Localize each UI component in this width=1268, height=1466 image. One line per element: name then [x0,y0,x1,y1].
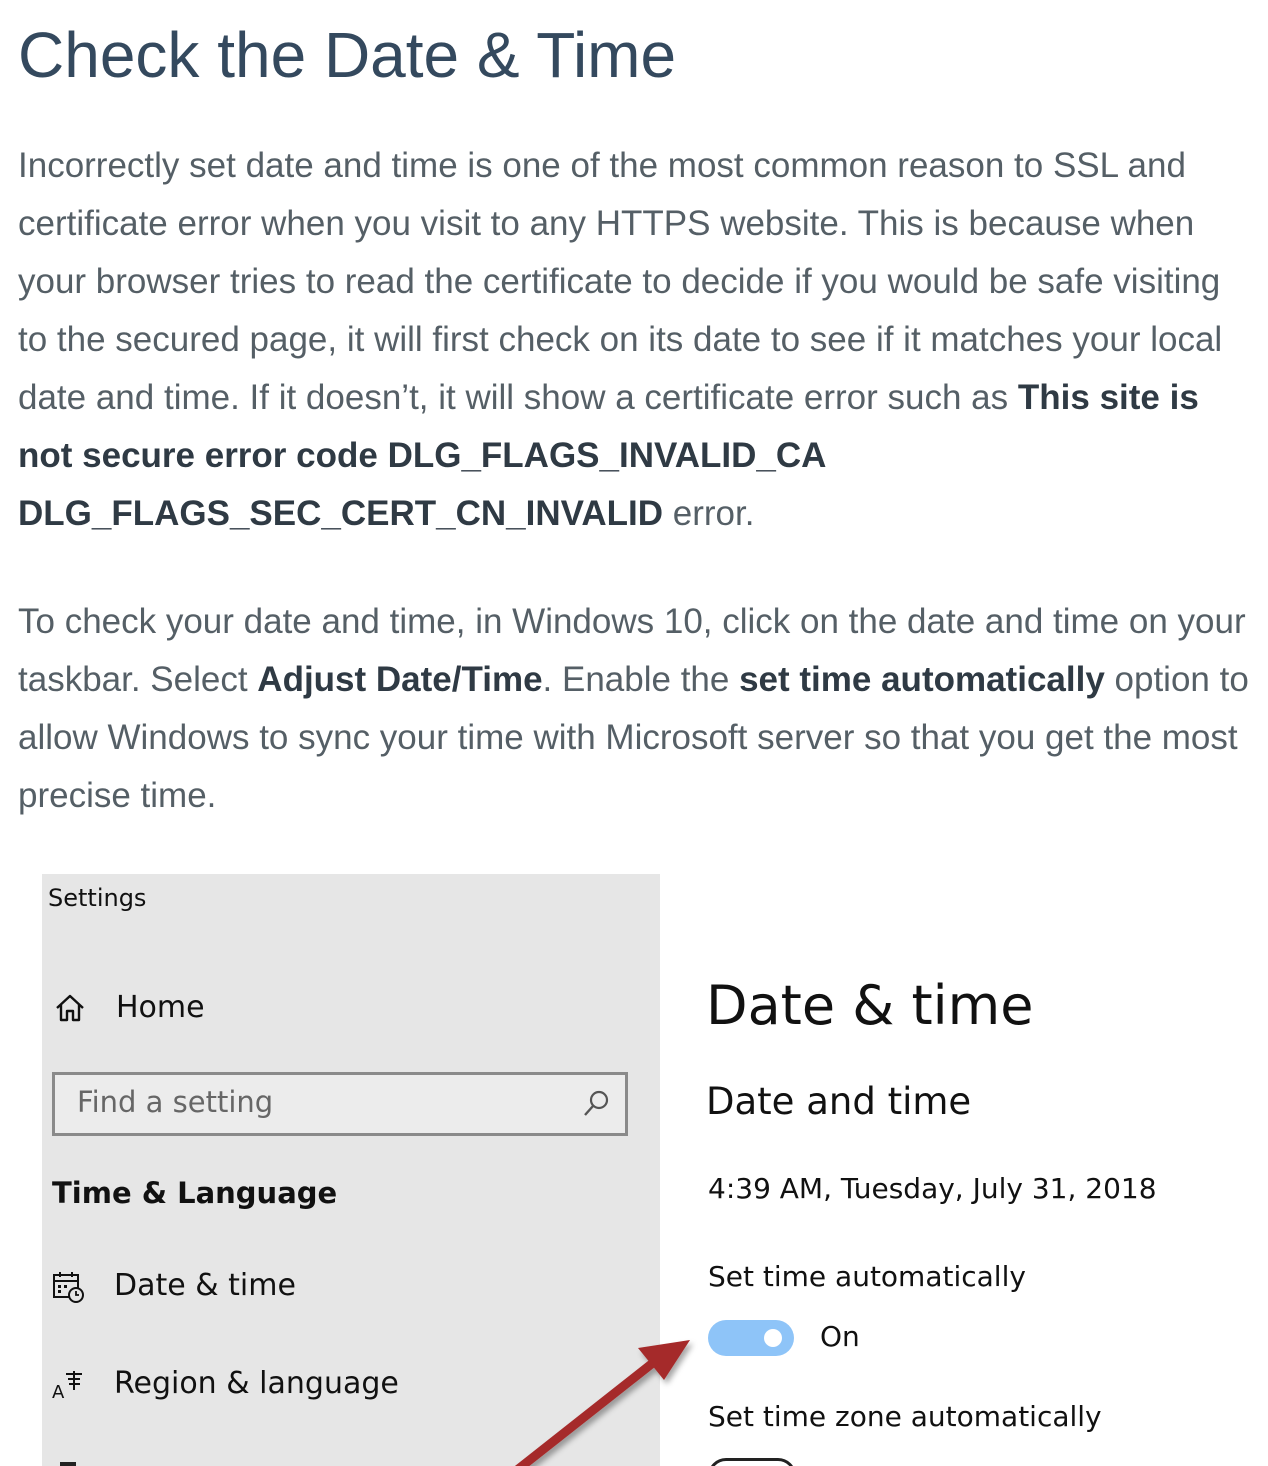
paragraph-text: option to allow Windows to sync your time with Microsoft server so that you get the most precise time. [18,660,1249,815]
auto-time-toggle[interactable] [708,1320,794,1356]
section-heading: Time & Language [52,1176,338,1210]
paragraph-text: error. [663,494,755,533]
settings-screenshot [42,874,1268,1466]
date-time-detail [660,874,1268,1466]
article-paragraph-2 [18,593,1250,825]
sidebar-item-date-time[interactable]: Date & time [114,1268,296,1303]
search-placeholder: Find a setting [77,1085,274,1119]
paragraph-text: . Enable the [542,660,740,699]
error-code-text: This site is not secure error code DLG_FLAGS_INVALID_CA DLG_FLAGS_SEC_CERT_CN_INVALID [18,378,1199,533]
page-title: Date & time [706,974,1034,1037]
search-input[interactable] [52,1072,628,1136]
language-icon [52,1368,86,1402]
settings-sidebar [42,874,660,1466]
set-time-automatically-text: set time automatically [739,660,1105,699]
svg-text:A: A [52,1382,65,1402]
auto-timezone-toggle[interactable] [708,1458,796,1466]
section-subtitle: Date and time [706,1080,972,1123]
auto-timezone-label: Set time zone automatically [708,1400,1102,1433]
window-title: Settings [48,884,147,912]
toggle-knob [764,1329,782,1347]
paragraph-text: To check your date and time, in Windows 10, click on the date and time on your taskbar. Select [18,602,1246,699]
calendar-clock-icon [52,1270,86,1304]
current-date-time: 4:39 AM, Tuesday, July 31, 2018 [708,1172,1157,1205]
sidebar-item-partial [60,1462,76,1466]
home-icon[interactable] [54,992,86,1024]
sidebar-item-region-language[interactable]: Region & language [114,1366,399,1401]
auto-time-label: Set time automatically [708,1260,1026,1293]
auto-time-state: On [820,1320,860,1353]
adjust-datetime-text: Adjust Date/Time [257,660,543,699]
search-icon[interactable] [581,1089,611,1119]
paragraph-text: Incorrectly set date and time is one of the most common reason to SSL and certificate error when you visit to any HTTPS website. This is because when your browser tries to read the certificate to decide if you would be safe visiting to the secured page, it will first check on its date to see if it matches your local date and time. If it doesn’t, it will show a certificate error such as [18,146,1223,417]
article-title: Check the Date & Time [18,19,677,91]
article-paragraph-1 [18,137,1250,543]
home-link[interactable]: Home [116,990,205,1025]
